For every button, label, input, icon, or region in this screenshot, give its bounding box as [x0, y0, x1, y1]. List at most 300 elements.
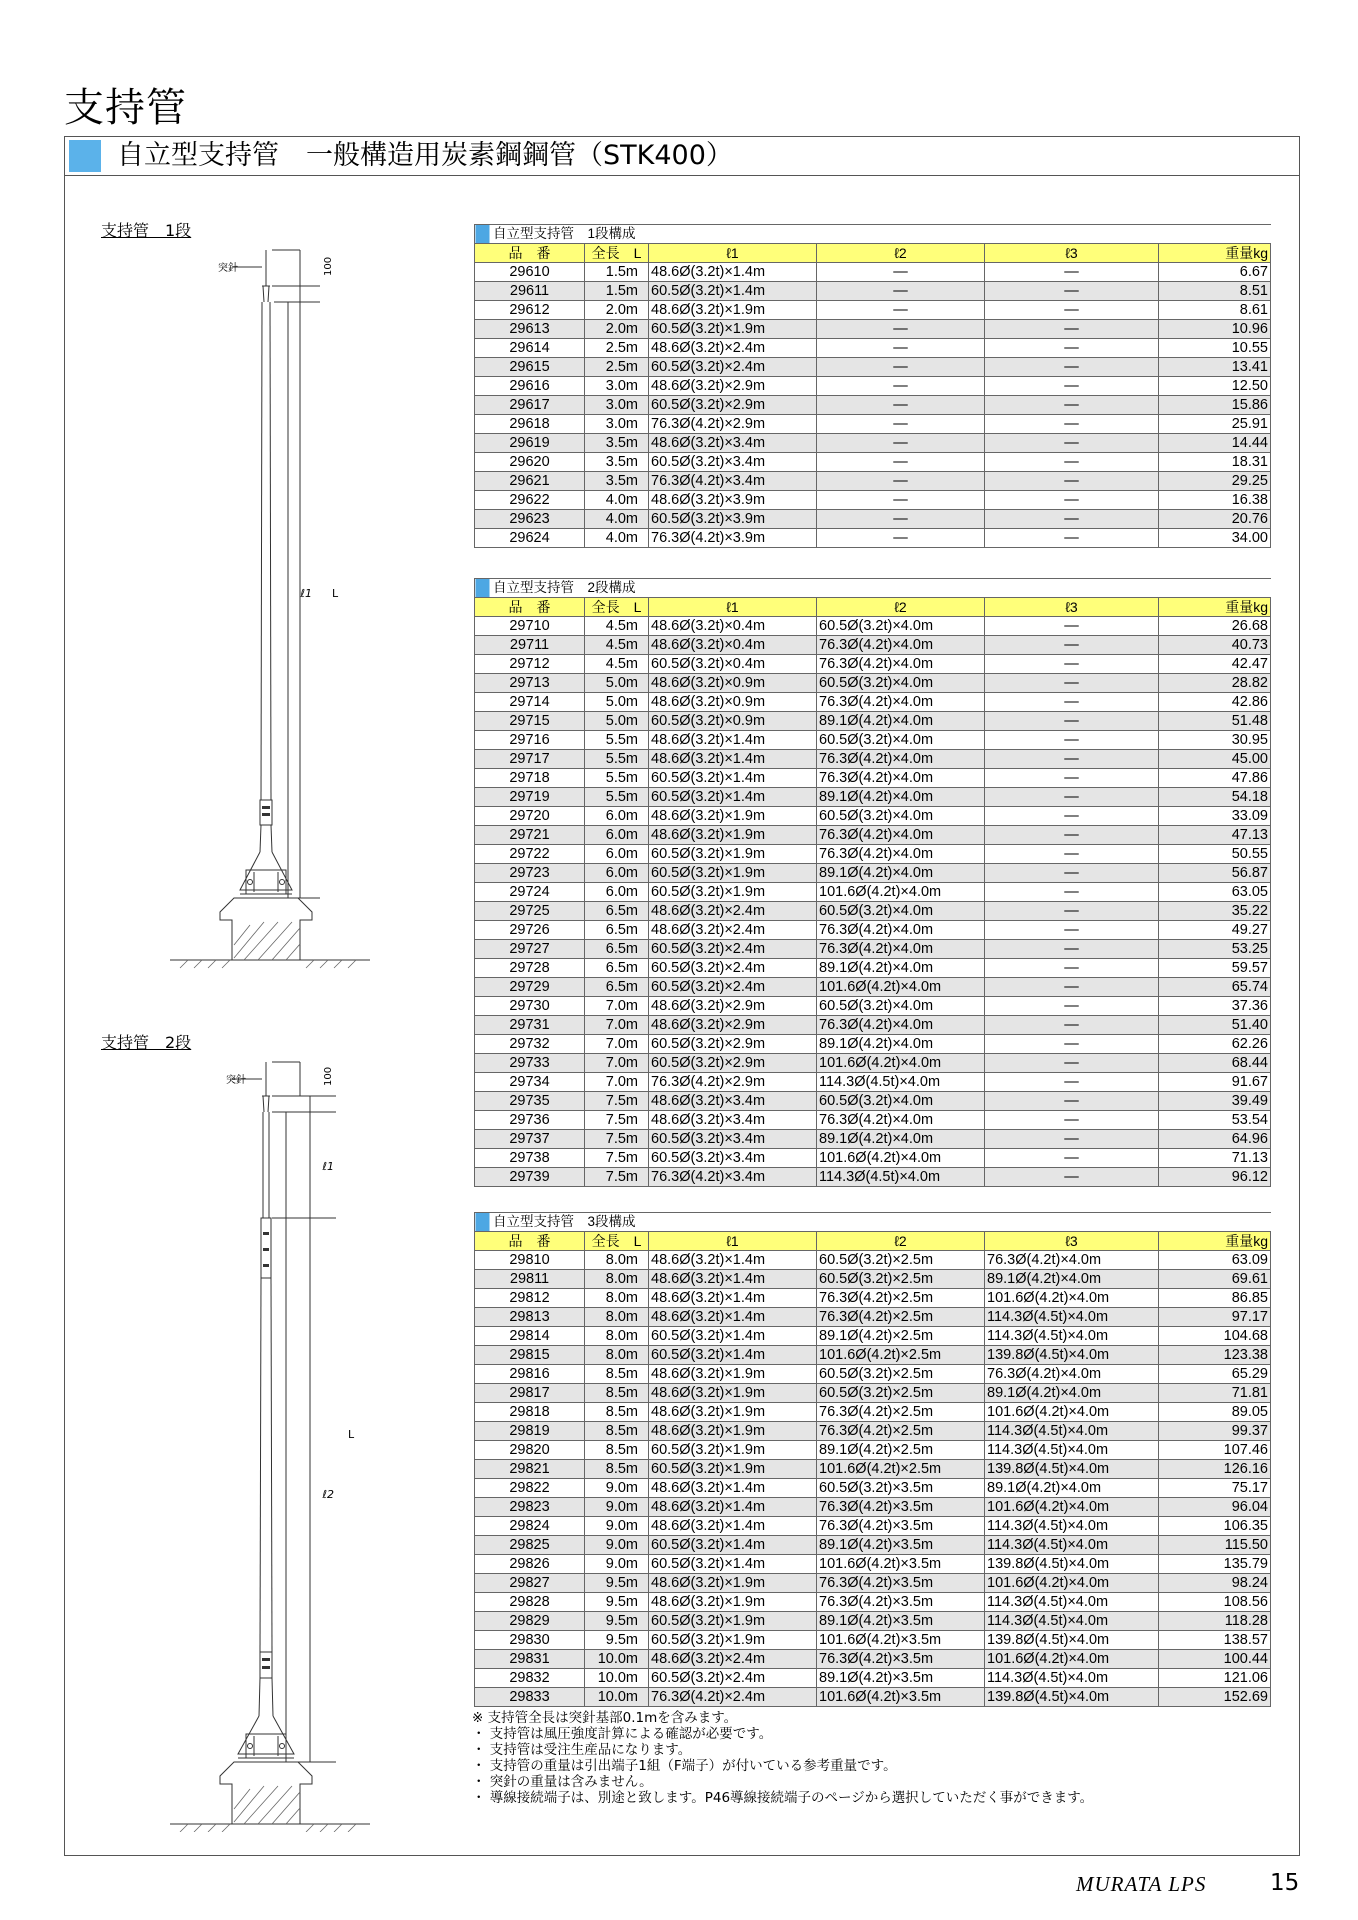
spec-table-2 — [474, 578, 1271, 1187]
cell-l2: 60.5Ø(3.2t)×4.0m — [817, 731, 985, 750]
cell-kg: 106.35 — [1159, 1517, 1271, 1536]
cell-l2: 89.1Ø(4.2t)×3.5m — [817, 1536, 985, 1555]
cell-l2: 89.1Ø(4.2t)×4.0m — [817, 712, 985, 731]
cell-kg: 10.96 — [1159, 320, 1271, 339]
cell-kg: 47.86 — [1159, 769, 1271, 788]
cell-no: 29815 — [475, 1346, 585, 1365]
cell-l2: — — [817, 491, 985, 510]
cell-l1: 48.6Ø(3.2t)×1.4m — [649, 1498, 817, 1517]
cell-l3: — — [985, 674, 1159, 693]
cell-no: 29615 — [475, 358, 585, 377]
cell-no: 29738 — [475, 1149, 585, 1168]
cell-len: 5.5m — [585, 788, 649, 807]
cell-l2: — — [817, 339, 985, 358]
table-caption: 自立型支持管 1段構成 — [475, 225, 1271, 244]
cell-l3: — — [985, 883, 1159, 902]
cell-l1: 48.6Ø(3.2t)×2.9m — [649, 1016, 817, 1035]
cell-l1: 48.6Ø(3.2t)×1.4m — [649, 731, 817, 750]
table-row — [475, 731, 1271, 750]
cell-l2: — — [817, 472, 985, 491]
cell-l1: 60.5Ø(3.2t)×1.9m — [649, 845, 817, 864]
cell-l3: 89.1Ø(4.2t)×4.0m — [985, 1479, 1159, 1498]
cell-kg: 69.61 — [1159, 1270, 1271, 1289]
cell-l1: 76.3Ø(4.2t)×3.4m — [649, 1168, 817, 1187]
cell-kg: 59.57 — [1159, 959, 1271, 978]
cell-l2: — — [817, 358, 985, 377]
cell-l3: — — [985, 902, 1159, 921]
cell-len: 4.0m — [585, 510, 649, 529]
cell-no: 29712 — [475, 655, 585, 674]
table-caption-row — [475, 1213, 1271, 1232]
cell-len: 1.5m — [585, 263, 649, 282]
cell-l3: — — [985, 377, 1159, 396]
cell-len: 5.0m — [585, 712, 649, 731]
cell-l2: 76.3Ø(4.2t)×2.5m — [817, 1422, 985, 1441]
table-row — [475, 1270, 1271, 1289]
table-row — [475, 377, 1271, 396]
table-row — [475, 1308, 1271, 1327]
cell-l2: 60.5Ø(3.2t)×3.5m — [817, 1479, 985, 1498]
figure-1-tip-label: 突針 — [218, 263, 238, 274]
column-header-kg: 重量kg — [1159, 1232, 1271, 1251]
cell-len: 7.5m — [585, 1168, 649, 1187]
cell-kg: 34.00 — [1159, 529, 1271, 548]
spec-table-3 — [474, 1212, 1271, 1707]
cell-l2: 76.3Ø(4.2t)×4.0m — [817, 655, 985, 674]
cell-l1: 60.5Ø(3.2t)×1.9m — [649, 1460, 817, 1479]
cell-l1: 60.5Ø(3.2t)×1.4m — [649, 1555, 817, 1574]
table-row — [475, 1168, 1271, 1187]
cell-l1: 76.3Ø(4.2t)×2.4m — [649, 1688, 817, 1707]
cell-l1: 48.6Ø(3.2t)×1.4m — [649, 1479, 817, 1498]
cell-l1: 60.5Ø(3.2t)×2.9m — [649, 1054, 817, 1073]
cell-len: 7.5m — [585, 1092, 649, 1111]
table-row — [475, 1384, 1271, 1403]
cell-kg: 8.51 — [1159, 282, 1271, 301]
cell-l3: 114.3Ø(4.5t)×4.0m — [985, 1308, 1159, 1327]
cell-kg: 107.46 — [1159, 1441, 1271, 1460]
cell-l1: 48.6Ø(3.2t)×1.9m — [649, 1384, 817, 1403]
cell-no: 29724 — [475, 883, 585, 902]
cell-l1: 60.5Ø(3.2t)×1.9m — [649, 1612, 817, 1631]
cell-len: 9.0m — [585, 1555, 649, 1574]
table-row — [475, 1016, 1271, 1035]
figure-2-drawing — [160, 1052, 380, 1832]
cell-kg: 15.86 — [1159, 396, 1271, 415]
cell-l1: 60.5Ø(3.2t)×1.9m — [649, 864, 817, 883]
note-line: ・ 支持管の重量は引出端子1組（F端子）が付いている参考重量です。 — [472, 1758, 897, 1774]
cell-l2: — — [817, 415, 985, 434]
cell-kg: 62.26 — [1159, 1035, 1271, 1054]
table-row — [475, 693, 1271, 712]
cell-kg: 16.38 — [1159, 491, 1271, 510]
table-row — [475, 529, 1271, 548]
cell-l1: 60.5Ø(3.2t)×1.9m — [649, 883, 817, 902]
cell-l3: — — [985, 1149, 1159, 1168]
cell-l3: 139.8Ø(4.5t)×4.0m — [985, 1555, 1159, 1574]
cell-l2: 89.1Ø(4.2t)×4.0m — [817, 864, 985, 883]
figure-2-dim-top: 100 — [323, 1066, 334, 1086]
note-line: ・ 突針の重量は含みません。 — [472, 1774, 653, 1790]
cell-l3: — — [985, 1130, 1159, 1149]
cell-no: 29613 — [475, 320, 585, 339]
cell-l2: 101.6Ø(4.2t)×3.5m — [817, 1555, 985, 1574]
table-header-row — [475, 598, 1271, 617]
cell-l3: 101.6Ø(4.2t)×4.0m — [985, 1289, 1159, 1308]
cell-l1: 48.6Ø(3.2t)×1.9m — [649, 826, 817, 845]
cell-l2: 101.6Ø(4.2t)×4.0m — [817, 1149, 985, 1168]
cell-len: 2.0m — [585, 301, 649, 320]
table-row — [475, 1251, 1271, 1270]
cell-l1: 60.5Ø(3.2t)×2.4m — [649, 959, 817, 978]
cell-l3: — — [985, 921, 1159, 940]
cell-kg: 18.31 — [1159, 453, 1271, 472]
table-row — [475, 1479, 1271, 1498]
table-caption-row — [475, 579, 1271, 598]
table-row — [475, 807, 1271, 826]
table-row — [475, 978, 1271, 997]
cell-l3: — — [985, 1168, 1159, 1187]
cell-l1: 60.5Ø(3.2t)×1.4m — [649, 769, 817, 788]
cell-l1: 48.6Ø(3.2t)×0.4m — [649, 636, 817, 655]
cell-len: 3.0m — [585, 415, 649, 434]
cell-l3: — — [985, 339, 1159, 358]
cell-l1: 60.5Ø(3.2t)×1.4m — [649, 1346, 817, 1365]
cell-kg: 40.73 — [1159, 636, 1271, 655]
cell-len: 7.0m — [585, 1073, 649, 1092]
cell-l1: 48.6Ø(3.2t)×2.4m — [649, 921, 817, 940]
cell-no: 29715 — [475, 712, 585, 731]
cell-kg: 75.17 — [1159, 1479, 1271, 1498]
table-header-row — [475, 244, 1271, 263]
table-row — [475, 1035, 1271, 1054]
table-row — [475, 845, 1271, 864]
cell-no: 29728 — [475, 959, 585, 978]
cell-kg: 26.68 — [1159, 617, 1271, 636]
cell-l2: 76.3Ø(4.2t)×2.5m — [817, 1403, 985, 1422]
cell-kg: 33.09 — [1159, 807, 1271, 826]
section-header — [65, 137, 1299, 176]
cell-no: 29617 — [475, 396, 585, 415]
table-row — [475, 1130, 1271, 1149]
cell-l2: 76.3Ø(4.2t)×4.0m — [817, 921, 985, 940]
cell-len: 8.5m — [585, 1365, 649, 1384]
cell-l1: 48.6Ø(3.2t)×3.4m — [649, 434, 817, 453]
cell-no: 29816 — [475, 1365, 585, 1384]
table-caption: 自立型支持管 3段構成 — [475, 1213, 1271, 1232]
cell-len: 5.0m — [585, 674, 649, 693]
figure-2-dim-l1: ℓ1 — [322, 1160, 334, 1173]
cell-len: 8.0m — [585, 1270, 649, 1289]
cell-kg: 115.50 — [1159, 1536, 1271, 1555]
table-row — [475, 902, 1271, 921]
figure-1-dim-l1: ℓ1 — [300, 587, 312, 600]
table-row — [475, 883, 1271, 902]
cell-l2: 76.3Ø(4.2t)×4.0m — [817, 845, 985, 864]
cell-kg: 39.49 — [1159, 1092, 1271, 1111]
cell-l1: 60.5Ø(3.2t)×2.4m — [649, 940, 817, 959]
cell-kg: 14.44 — [1159, 434, 1271, 453]
cell-len: 2.5m — [585, 339, 649, 358]
cell-l2: 89.1Ø(4.2t)×4.0m — [817, 788, 985, 807]
cell-no: 29832 — [475, 1669, 585, 1688]
column-header-len: 全長 L — [585, 598, 649, 617]
cell-l2: 60.5Ø(3.2t)×4.0m — [817, 674, 985, 693]
section-marker-icon — [69, 140, 101, 172]
cell-l3: — — [985, 769, 1159, 788]
cell-l2: 89.1Ø(4.2t)×2.5m — [817, 1327, 985, 1346]
column-header-l3: ℓ3 — [985, 598, 1159, 617]
cell-len: 9.0m — [585, 1498, 649, 1517]
cell-l1: 48.6Ø(3.2t)×0.9m — [649, 674, 817, 693]
column-header-l3: ℓ3 — [985, 244, 1159, 263]
cell-l1: 60.5Ø(3.2t)×1.9m — [649, 1631, 817, 1650]
cell-l1: 76.3Ø(4.2t)×3.4m — [649, 472, 817, 491]
cell-l3: 89.1Ø(4.2t)×4.0m — [985, 1270, 1159, 1289]
cell-l2: 76.3Ø(4.2t)×4.0m — [817, 636, 985, 655]
cell-l3: 76.3Ø(4.2t)×4.0m — [985, 1365, 1159, 1384]
notes — [472, 1710, 1093, 1806]
cell-l3: — — [985, 712, 1159, 731]
cell-kg: 53.25 — [1159, 940, 1271, 959]
table-row — [475, 826, 1271, 845]
cell-l2: 89.1Ø(4.2t)×3.5m — [817, 1612, 985, 1631]
cell-l3: 89.1Ø(4.2t)×4.0m — [985, 1384, 1159, 1403]
cell-len: 5.5m — [585, 769, 649, 788]
cell-no: 29619 — [475, 434, 585, 453]
cell-len: 8.5m — [585, 1422, 649, 1441]
column-header-no: 品 番 — [475, 598, 585, 617]
figure-2-tip-label: 突針 — [226, 1075, 246, 1086]
cell-no: 29718 — [475, 769, 585, 788]
cell-l2: 76.3Ø(4.2t)×2.5m — [817, 1289, 985, 1308]
cell-l3: — — [985, 1035, 1159, 1054]
table-row — [475, 1149, 1271, 1168]
cell-no: 29824 — [475, 1517, 585, 1536]
column-header-no: 品 番 — [475, 1232, 585, 1251]
cell-l1: 76.3Ø(4.2t)×2.9m — [649, 415, 817, 434]
cell-kg: 54.18 — [1159, 788, 1271, 807]
cell-kg: 100.44 — [1159, 1650, 1271, 1669]
cell-len: 6.5m — [585, 921, 649, 940]
figure-2-dim-L: L — [348, 1428, 355, 1441]
cell-kg: 138.57 — [1159, 1631, 1271, 1650]
cell-len: 4.5m — [585, 617, 649, 636]
cell-l2: 60.5Ø(3.2t)×2.5m — [817, 1251, 985, 1270]
table-row — [475, 1403, 1271, 1422]
cell-l2: 89.1Ø(4.2t)×4.0m — [817, 1130, 985, 1149]
table-row — [475, 1422, 1271, 1441]
figure-2-label: 支持管 2段 — [101, 1033, 192, 1052]
table-row — [475, 1593, 1271, 1612]
cell-no: 29716 — [475, 731, 585, 750]
cell-len: 1.5m — [585, 282, 649, 301]
cell-l2: — — [817, 510, 985, 529]
cell-l2: 89.1Ø(4.2t)×4.0m — [817, 1035, 985, 1054]
cell-l2: 101.6Ø(4.2t)×3.5m — [817, 1631, 985, 1650]
note-line: ・ 導線接続端子は、別途と致します。P46導線接続端子のページから選択していただく事ができます。 — [472, 1790, 1094, 1806]
cell-l1: 76.3Ø(4.2t)×3.9m — [649, 529, 817, 548]
cell-len: 7.5m — [585, 1111, 649, 1130]
cell-l2: 60.5Ø(3.2t)×4.0m — [817, 807, 985, 826]
cell-kg: 68.44 — [1159, 1054, 1271, 1073]
cell-kg: 71.81 — [1159, 1384, 1271, 1403]
cell-l1: 48.6Ø(3.2t)×1.4m — [649, 1308, 817, 1327]
cell-no: 29810 — [475, 1251, 585, 1270]
cell-l3: — — [985, 1054, 1159, 1073]
table-row — [475, 959, 1271, 978]
cell-l2: 60.5Ø(3.2t)×4.0m — [817, 902, 985, 921]
cell-no: 29825 — [475, 1536, 585, 1555]
cell-no: 29717 — [475, 750, 585, 769]
spec-table-1 — [474, 224, 1271, 548]
cell-len: 9.5m — [585, 1612, 649, 1631]
cell-l1: 48.6Ø(3.2t)×1.4m — [649, 1289, 817, 1308]
cell-len: 3.5m — [585, 453, 649, 472]
cell-l3: — — [985, 826, 1159, 845]
cell-l2: 76.3Ø(4.2t)×4.0m — [817, 1111, 985, 1130]
cell-l1: 48.6Ø(3.2t)×1.4m — [649, 1517, 817, 1536]
table-row — [475, 1289, 1271, 1308]
cell-no: 29830 — [475, 1631, 585, 1650]
cell-len: 10.0m — [585, 1669, 649, 1688]
cell-l3: — — [985, 940, 1159, 959]
cell-no: 29727 — [475, 940, 585, 959]
cell-kg: 135.79 — [1159, 1555, 1271, 1574]
table-row — [475, 1092, 1271, 1111]
table-row — [475, 1346, 1271, 1365]
cell-kg: 6.67 — [1159, 263, 1271, 282]
cell-l3: — — [985, 282, 1159, 301]
cell-kg: 86.85 — [1159, 1289, 1271, 1308]
cell-len: 5.5m — [585, 731, 649, 750]
cell-len: 7.0m — [585, 997, 649, 1016]
cell-len: 5.0m — [585, 693, 649, 712]
cell-l3: — — [985, 788, 1159, 807]
cell-kg: 65.74 — [1159, 978, 1271, 997]
cell-kg: 71.13 — [1159, 1149, 1271, 1168]
cell-l1: 60.5Ø(3.2t)×2.9m — [649, 1035, 817, 1054]
cell-no: 29621 — [475, 472, 585, 491]
cell-len: 8.5m — [585, 1460, 649, 1479]
table-header-row — [475, 1232, 1271, 1251]
figure-2-dim-l2: ℓ2 — [322, 1488, 334, 1501]
cell-l1: 48.6Ø(3.2t)×1.9m — [649, 1574, 817, 1593]
cell-len: 9.5m — [585, 1593, 649, 1612]
cell-l3: — — [985, 301, 1159, 320]
cell-len: 6.5m — [585, 978, 649, 997]
cell-l1: 60.5Ø(3.2t)×2.4m — [649, 358, 817, 377]
cell-l2: 60.5Ø(3.2t)×4.0m — [817, 617, 985, 636]
cell-l2: 101.6Ø(4.2t)×4.0m — [817, 883, 985, 902]
table-row — [475, 472, 1271, 491]
cell-no: 29822 — [475, 1479, 585, 1498]
cell-len: 6.5m — [585, 959, 649, 978]
cell-l1: 60.5Ø(3.2t)×1.4m — [649, 282, 817, 301]
cell-l1: 48.6Ø(3.2t)×3.4m — [649, 1111, 817, 1130]
cell-l1: 48.6Ø(3.2t)×2.4m — [649, 339, 817, 358]
table-row — [475, 940, 1271, 959]
cell-kg: 50.55 — [1159, 845, 1271, 864]
cell-kg: 47.13 — [1159, 826, 1271, 845]
cell-l2: — — [817, 529, 985, 548]
cell-l3: 114.3Ø(4.5t)×4.0m — [985, 1327, 1159, 1346]
cell-l3: 101.6Ø(4.2t)×4.0m — [985, 1498, 1159, 1517]
cell-len: 4.5m — [585, 655, 649, 674]
cell-no: 29819 — [475, 1422, 585, 1441]
cell-kg: 35.22 — [1159, 902, 1271, 921]
cell-l2: 76.3Ø(4.2t)×4.0m — [817, 769, 985, 788]
cell-l2: 101.6Ø(4.2t)×2.5m — [817, 1346, 985, 1365]
cell-l2: 101.6Ø(4.2t)×4.0m — [817, 978, 985, 997]
cell-l3: — — [985, 510, 1159, 529]
cell-len: 5.5m — [585, 750, 649, 769]
table-row — [475, 769, 1271, 788]
column-header-l2: ℓ2 — [817, 598, 985, 617]
cell-l2: 76.3Ø(4.2t)×2.5m — [817, 1308, 985, 1327]
cell-l1: 48.6Ø(3.2t)×1.9m — [649, 1593, 817, 1612]
cell-l1: 60.5Ø(3.2t)×0.4m — [649, 655, 817, 674]
cell-no: 29732 — [475, 1035, 585, 1054]
cell-len: 4.5m — [585, 636, 649, 655]
cell-no: 29734 — [475, 1073, 585, 1092]
cell-no: 29730 — [475, 997, 585, 1016]
table-caption-row — [475, 225, 1271, 244]
cell-no: 29611 — [475, 282, 585, 301]
table-row — [475, 921, 1271, 940]
cell-no: 29721 — [475, 826, 585, 845]
cell-no: 29737 — [475, 1130, 585, 1149]
column-header-len: 全長 L — [585, 1232, 649, 1251]
cell-no: 29818 — [475, 1403, 585, 1422]
cell-len: 6.0m — [585, 883, 649, 902]
table-row — [475, 674, 1271, 693]
cell-kg: 25.91 — [1159, 415, 1271, 434]
cell-kg: 28.82 — [1159, 674, 1271, 693]
table-row — [475, 1054, 1271, 1073]
cell-l2: 76.3Ø(4.2t)×4.0m — [817, 826, 985, 845]
cell-len: 2.5m — [585, 358, 649, 377]
cell-kg: 98.24 — [1159, 1574, 1271, 1593]
cell-l2: 60.5Ø(3.2t)×2.5m — [817, 1365, 985, 1384]
cell-l3: — — [985, 978, 1159, 997]
cell-no: 29827 — [475, 1574, 585, 1593]
cell-kg: 45.00 — [1159, 750, 1271, 769]
cell-l1: 60.5Ø(3.2t)×3.4m — [649, 1149, 817, 1168]
table-row — [475, 712, 1271, 731]
table-row — [475, 655, 1271, 674]
cell-no: 29820 — [475, 1441, 585, 1460]
table-row — [475, 1441, 1271, 1460]
cell-l3: — — [985, 472, 1159, 491]
figure-1-dim-L: L — [332, 587, 339, 600]
cell-l2: 76.3Ø(4.2t)×4.0m — [817, 750, 985, 769]
cell-l1: 60.5Ø(3.2t)×1.9m — [649, 320, 817, 339]
cell-l2: — — [817, 263, 985, 282]
cell-l1: 60.5Ø(3.2t)×1.4m — [649, 788, 817, 807]
cell-l3: — — [985, 864, 1159, 883]
cell-kg: 121.06 — [1159, 1669, 1271, 1688]
table-row — [475, 1612, 1271, 1631]
cell-kg: 56.87 — [1159, 864, 1271, 883]
cell-no: 29620 — [475, 453, 585, 472]
cell-l3: — — [985, 529, 1159, 548]
cell-l3: 101.6Ø(4.2t)×4.0m — [985, 1574, 1159, 1593]
cell-l3: 76.3Ø(4.2t)×4.0m — [985, 1251, 1159, 1270]
page-title: 支持管 — [64, 85, 187, 131]
cell-l3: — — [985, 263, 1159, 282]
cell-l1: 48.6Ø(3.2t)×3.4m — [649, 1092, 817, 1111]
